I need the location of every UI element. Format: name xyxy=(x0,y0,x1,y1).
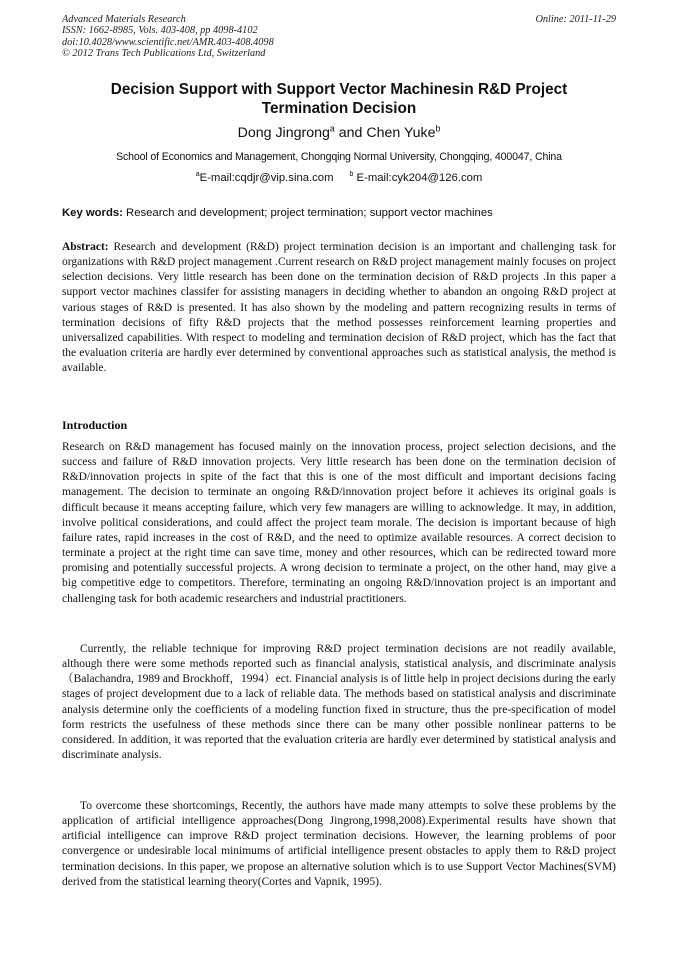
author-line xyxy=(62,124,616,142)
author-1: Dong Jingrong xyxy=(237,125,330,141)
keywords-text: Research and development; project termination; support vector machines xyxy=(122,207,493,219)
author-conjunction: and xyxy=(334,125,367,141)
journal-name: Advanced Materials Research xyxy=(62,14,186,25)
email-line xyxy=(62,171,616,185)
section-heading-introduction: Introduction xyxy=(62,418,128,432)
title-line-2: Termination Decision xyxy=(261,100,417,117)
author-2-affil-mark: b xyxy=(435,123,441,134)
intro-paragraph-2: Currently, the reliable technique for improving R&D project termination decisions are not readily available, although there were some methods reported such as financial analysis, statistical analysis, and discriminate analysis（Balachandra, 1989 and Brockhoff，1994）ect. Financial analysis is of little help in project decisions during the early stages of project development due to a lack of reliable data. The methods based on statistical analysis and discriminate analysis determine only the coefficients of a modeling function fixed in structure, thus the pre-specification of model form restricts the usefulness of these methods since there can be many other possible nonlinear patterns to be considered. In addition, it was reported that the evaluation criteria are hardly ever determined by statistical analysis and discriminate analysis. xyxy=(62,643,616,762)
keywords-label: Key words: xyxy=(62,207,123,219)
keywords xyxy=(62,206,616,220)
author-2: Chen Yuke xyxy=(366,125,436,141)
author-1-affil-mark: a xyxy=(329,123,335,134)
abstract-label: Abstract: xyxy=(62,241,109,253)
journal-header xyxy=(62,14,616,59)
abstract-text: Research and development (R&D) project termination decision is an important and challenging task for organizations with R&D project management .Current research on R&D project management mainly focuses on project selection decisions. Very little research has been done on the termination decision of R&D projects .In this paper a support vector machines classifer for assisting managers in deciding whether to abandon an ongoing R&D project at various stages of R&D is presented. It has also shown by the modeling and pattern recognizing results in terms of termination decisions of fifty R&D projects that the method possesses reinforcement learning properties and universalized capabilities. With respect to modeling and termination decision of R&D project, which has the fact that the evaluation criteria are hardly ever determined by conventional approaches such as statistical analysis, the method is available. xyxy=(62,241,616,375)
doi-line: doi:10.4028/www.scientific.net/AMR.403-408.4098 xyxy=(62,36,274,48)
title-line-1: Decision Support with Support Vector Machinesin R&D Project xyxy=(110,81,568,98)
email-b: E-mail:cyk204@126.com xyxy=(353,172,483,184)
paper-title xyxy=(62,80,616,118)
email-a: E-mail:cqdjr@vip.sina.com xyxy=(199,172,334,184)
email-a-mark: a xyxy=(195,171,200,179)
intro-paragraph-3: To overcome these shortcomings, Recently, the authors have made many attempts to solve these problems by the application of artificial intelligence approaches(Dong Jingrong,1998,2008).Experimental results have shown that artificial intelligence can improve R&D project termination decisions. However, the learning problems of poor convergence or undesirable local minimums of artificial intelligence present obstacles to apply them to R&D project termination decisions. In this paper, we propose an alternative solution which is to use Support Vector Machines(SVM) derived from the statistical learning theory(Cortes and Vapnik, 1995). xyxy=(62,800,616,888)
intro-paragraph-1: Research on R&D management has focused mainly on the innovation process, project selection decisions, and the success and failure of R&D innovation projects. Very little research has been done on the termination decision of R&D/innovation projects in spite of the fact that this is one of the most difficult and important decisions facing management. The decision to terminate an ongoing R&D/innovation project before it achieves its original goals is difficult because it means accepting failure, which very few managers are willing to acknowledge. It may, in addition, involve political considerations, and could affect the project team morale. The decision is important because of high failure rates, rapid increases in the cost of R&D, and the need to optimize available resources. A correct decision to terminate a project at the right time can save time, money and other resources, which can be redirected toward more promising and potentially successful projects. A wrong decision to terminate a project, on the other hand, may give a big competitive edge to competitors. Therefore, terminating an ongoing R&D/innovation project is an important and challenging task for both academic researchers and industrial practitioners. xyxy=(62,441,616,605)
email-b-mark: b xyxy=(349,171,354,179)
issn-line: ISSN: 1662-8985, Vols. 403-408, pp 4098-4102 xyxy=(62,25,258,37)
affiliation: School of Economics and Management, Chongqing Normal University, Chongqing, 400047, China xyxy=(116,151,562,163)
copyright-line: © 2012 Trans Tech Publications Ltd, Switzerland xyxy=(62,47,266,59)
abstract xyxy=(62,240,616,376)
online-date: Online: 2011-11-29 xyxy=(535,14,616,25)
